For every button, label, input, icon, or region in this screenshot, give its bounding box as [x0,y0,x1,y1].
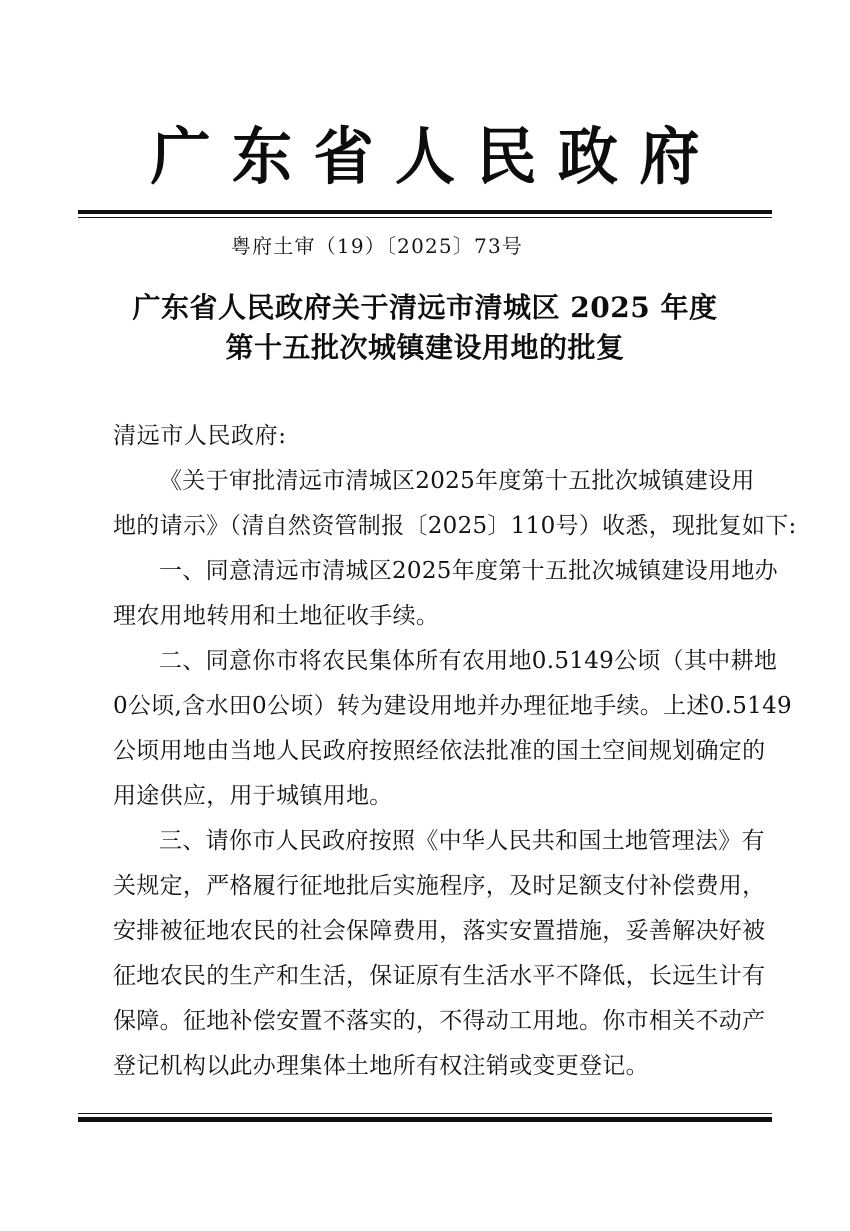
document-serial-number: 粤府土审（19）〔2025〕73号 [230,234,524,258]
footer-divider [78,1113,772,1122]
salutation: 清远市人民政府: [113,423,287,449]
header-divider [78,210,772,218]
paragraph-item-three [113,819,766,1089]
paragraph-item-two-line-1: 二、同意你市将农民集体所有农用地0.5149公顷（其中耕地 [159,648,778,674]
paragraph-item-three-line-4: 征地农民的生产和生活，保证原有生活水平不降低，长远生计有 [113,963,766,989]
paragraph-item-two-line-3: 公顷用地由当地人民政府按照经依法批准的国土空间规划确定的 [113,738,766,764]
paragraph-item-three-line-5: 保障。征地补偿安置不落实的，不得动工用地。你市相关不动产 [113,1008,766,1034]
document-title-line-2: 第十五批次城镇建设用地的批复 [225,331,625,364]
paragraph-preamble [113,459,797,549]
letterhead [0,120,850,193]
paragraph-item-three-line-1: 三、请你市人民政府按照《中华人民共和国土地管理法》有 [159,828,765,854]
paragraph-item-one [113,549,778,639]
document-title-line-1: 广东省人民政府关于清远市清城区 2025 年度 [132,291,718,324]
paragraph-item-one-line-1: 一、同意清远市清城区2025年度第十五批次城镇建设用地办 [159,558,778,584]
issuing-authority-heading: 广东省人民政府 [150,120,721,193]
paragraph-item-one-line-2: 理农用地转用和土地征收手续。 [113,603,440,629]
document-title [78,288,772,368]
paragraph-preamble-line-2: 地的请示》（清自然资管制报〔2025〕110号）收悉，现批复如下: [113,513,797,539]
paragraph-item-two-line-4: 用途供应，用于城镇用地。 [113,783,393,809]
paragraph-item-two-line-2: 0公顷,含水田0公顷）转为建设用地并办理征地手续。上述0.5149 [113,693,792,719]
paragraph-item-three-line-6: 登记机构以此办理集体土地所有权注销或变更登记。 [113,1053,649,1079]
paragraph-item-two [113,639,792,819]
document-body [113,414,797,1089]
paragraph-preamble-line-1: 《关于审批清远市清城区2025年度第十五批次城镇建设用 [159,468,755,494]
header-divider-thin-bar [78,217,772,218]
paragraph-item-three-line-2: 关规定，严格履行征地批后实施程序，及时足额支付补偿费用， [113,873,766,899]
footer-divider-thick-bar [78,1117,772,1122]
paragraph-item-three-line-3: 安排被征地农民的社会保障费用，落实安置措施，妥善解决好被 [113,918,766,944]
